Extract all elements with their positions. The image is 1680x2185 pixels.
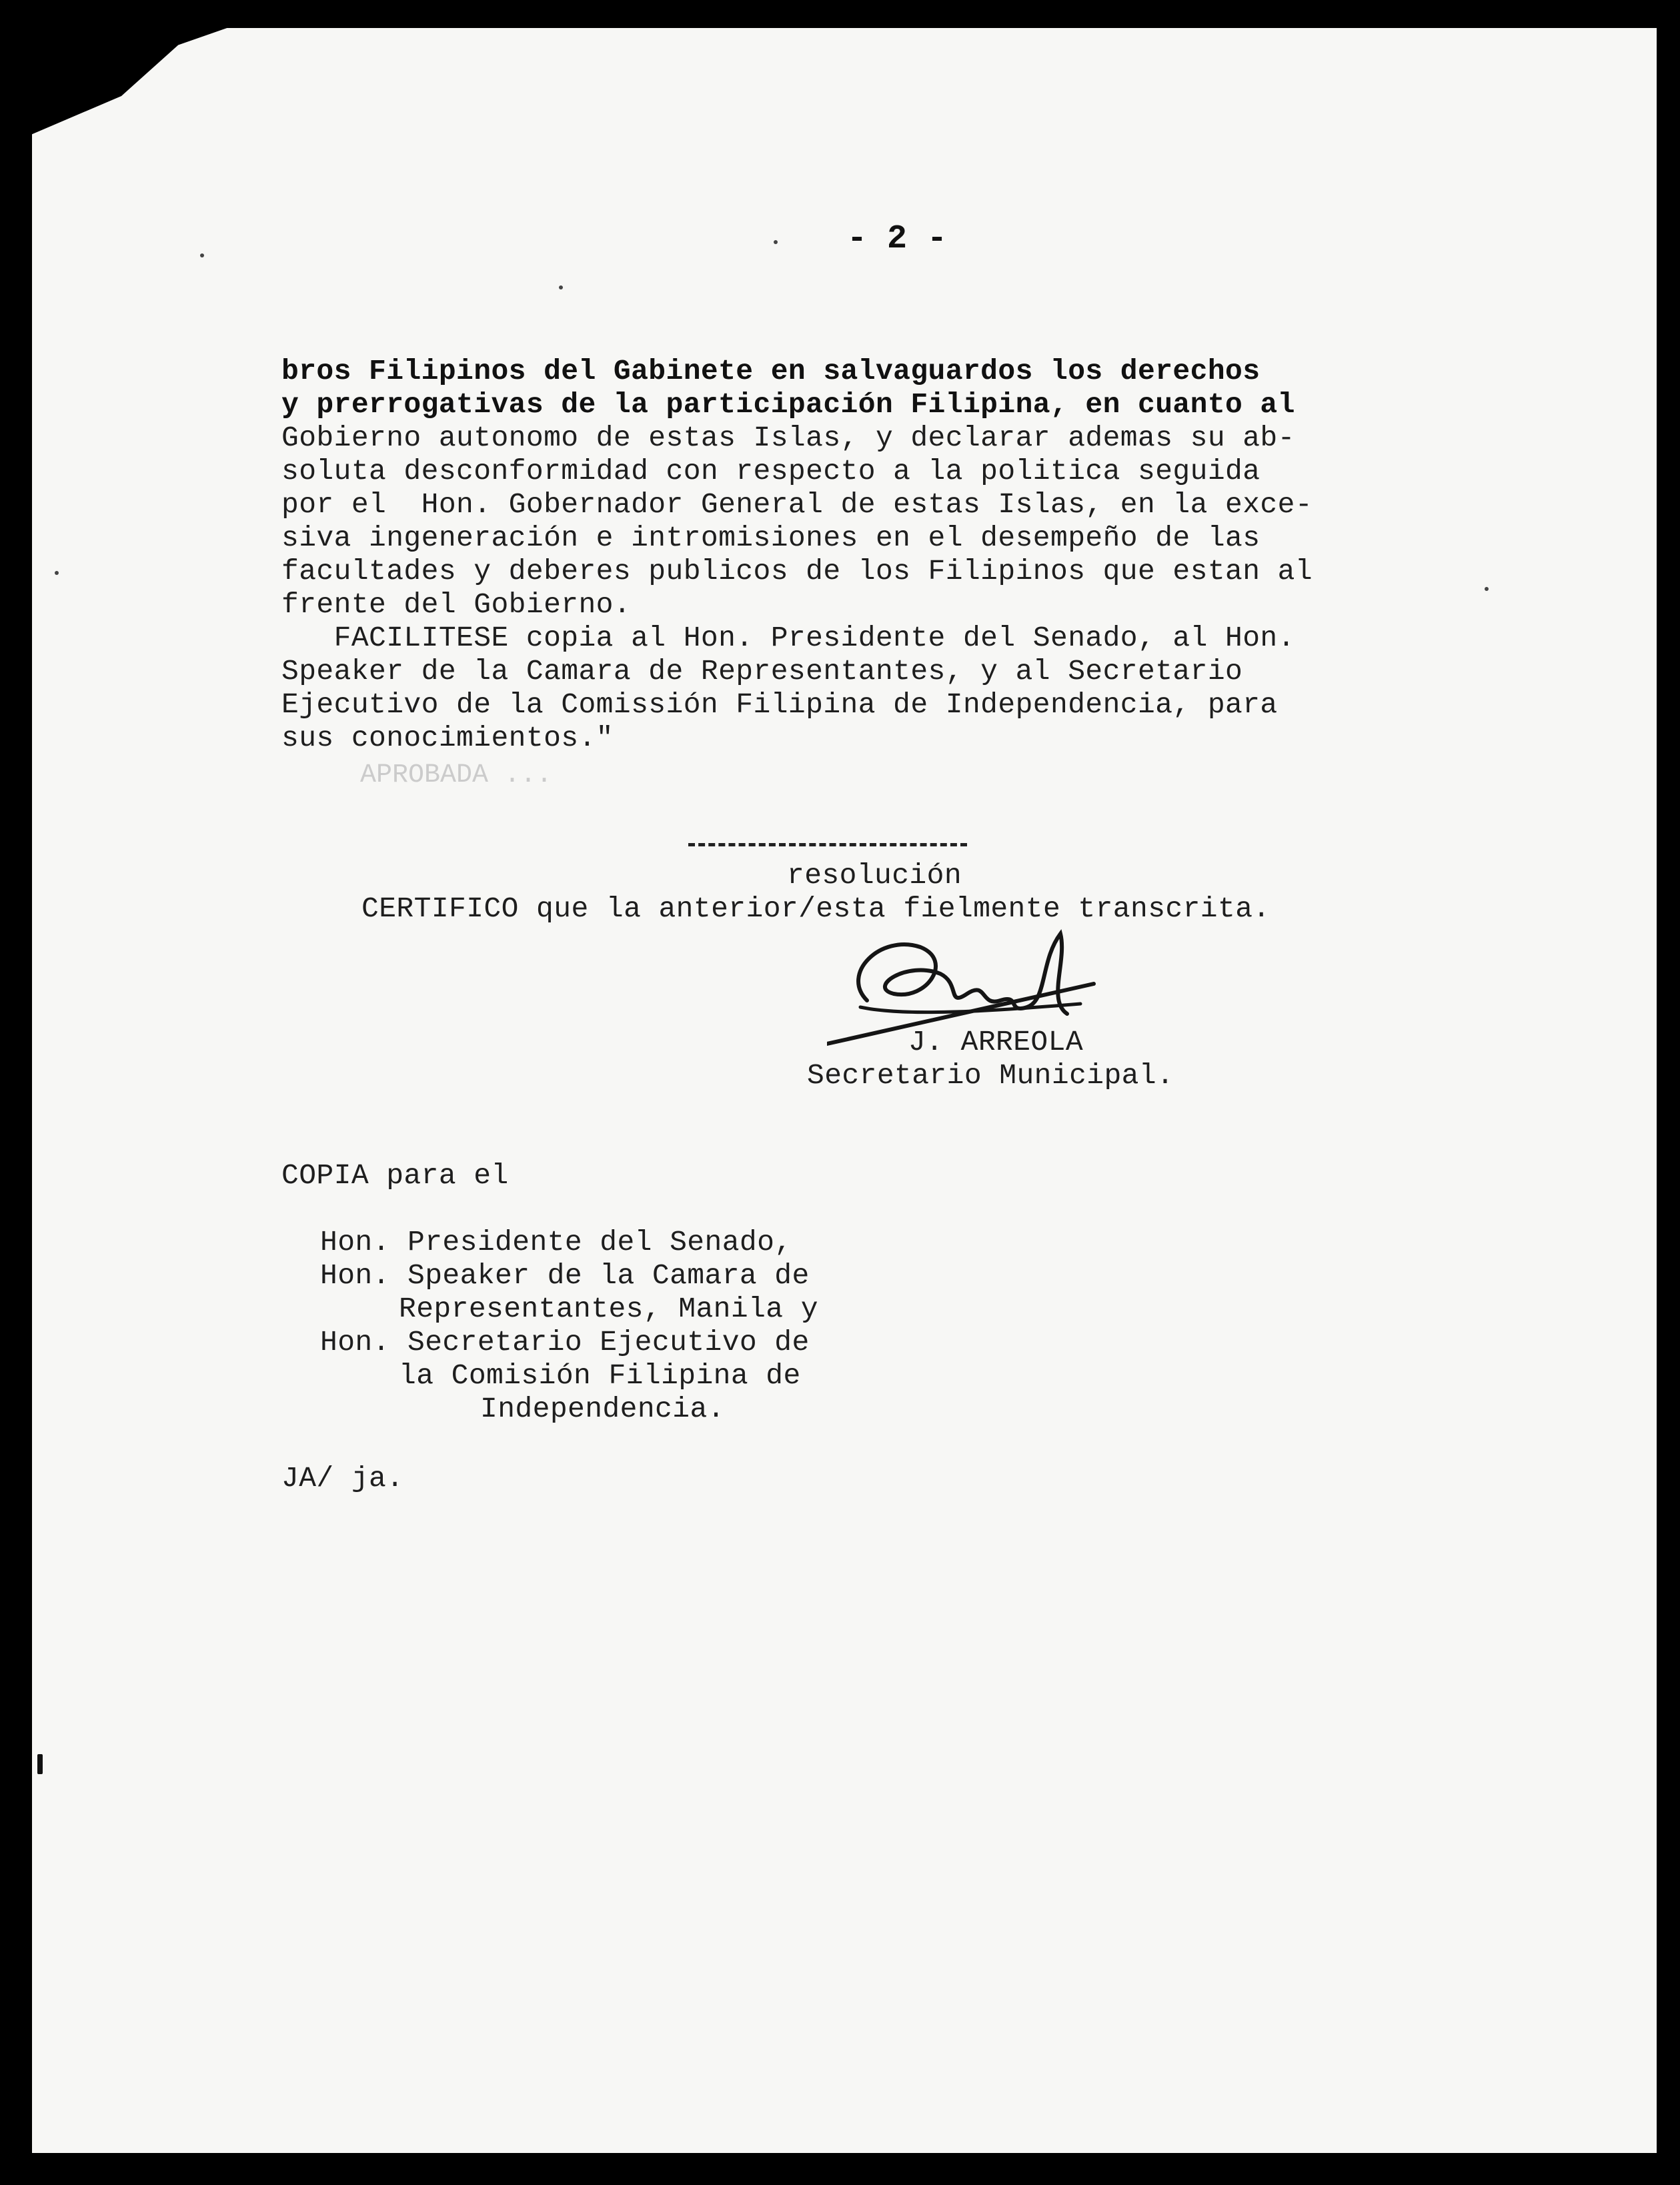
body-line: frente del Gobierno. — [281, 588, 632, 621]
ink-speck — [1485, 587, 1489, 591]
faint-stamp-text: APROBADA ... — [360, 760, 553, 790]
typist-initials: JA/ ja. — [281, 1462, 404, 1495]
recipient-line: Independencia. — [480, 1393, 725, 1425]
ink-speck — [774, 240, 778, 244]
signatory-name: J. ARREOLA — [908, 1026, 1084, 1058]
body-line: siva ingeneración e intromisiones en el desempeño de las — [281, 522, 1261, 554]
copy-heading: COPIA para el — [281, 1159, 509, 1192]
body-line: bros Filipinos del Gabinete en salvaguardos los derechos — [281, 355, 1261, 388]
certification-statement: CERTIFICO que la anterior/esta fielmente transcrita. — [361, 892, 1271, 925]
body-line: facultades y deberes publicos de los Filipinos que estan al — [281, 555, 1313, 588]
body-line: soluta desconformidad con respecto a la politica seguida — [281, 455, 1261, 488]
facilitese-line: Speaker de la Camara de Representantes, y al Secretario — [281, 655, 1243, 688]
page-number: - 2 - — [847, 220, 948, 258]
ink-speck — [559, 285, 563, 289]
recipient-line: la Comisión Filipina de — [399, 1359, 801, 1392]
facilitese-line: sus conocimientos." — [281, 722, 614, 754]
ink-speck — [200, 253, 204, 257]
recipient-line: Hon. Speaker de la Camara de — [320, 1259, 810, 1292]
edge-mark — [37, 1754, 43, 1774]
recipient-line: Hon. Secretario Ejecutivo de — [320, 1326, 810, 1359]
facilitese-line: FACILITESE copia al Hon. Presidente del Senado, al Hon. — [281, 622, 1295, 654]
body-line: Gobierno autonomo de estas Islas, y declarar ademas su ab- — [281, 422, 1295, 454]
ink-speck — [55, 571, 59, 575]
dashed-divider — [688, 843, 967, 846]
body-line: y prerrogativas de la participación Filipina, en cuanto al — [281, 388, 1295, 421]
facilitese-line: Ejecutivo de la Comissión Filipina de Independencia, para — [281, 688, 1278, 721]
signatory-title: Secretario Municipal. — [807, 1059, 1174, 1092]
recipient-line: Representantes, Manila y — [399, 1293, 818, 1325]
correction-word: resolución — [787, 859, 962, 892]
recipient-line: Hon. Presidente del Senado, — [320, 1226, 792, 1259]
body-line: por el Hon. Gobernador General de estas Islas, en la exce- — [281, 488, 1313, 521]
